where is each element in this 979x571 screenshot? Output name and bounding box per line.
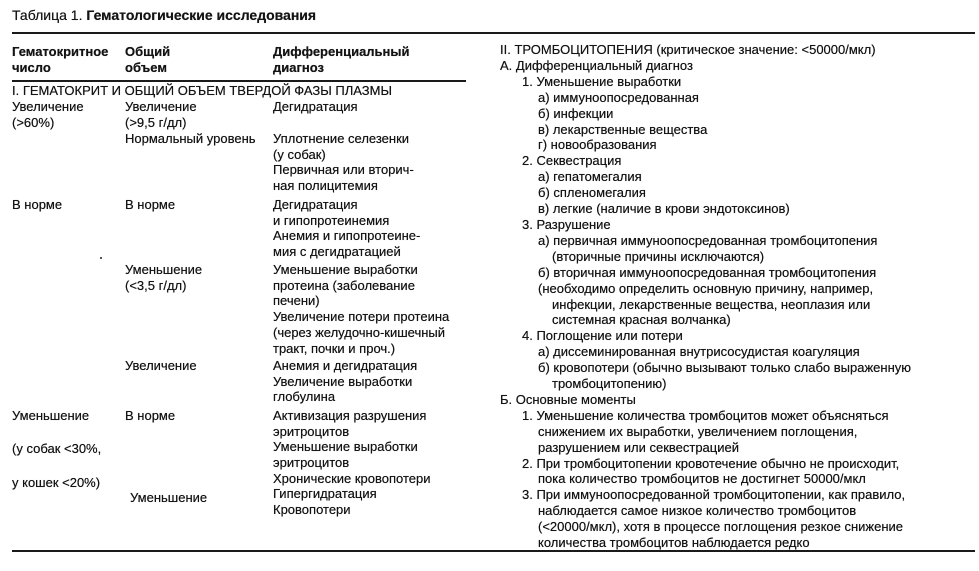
list-item-cont: (<20000/мкл), хотя в процессе поглощения резкое снижение <box>538 519 904 535</box>
section1-heading: I. ГЕМАТОКРИТ И ОБЩИЙ ОБЪЕМ ТВЕРДОЙ ФАЗЫ ПЛАЗМЫ <box>12 83 392 98</box>
hematocrit-cell-note: у кошек <20%) <box>12 475 101 490</box>
list-item: 1. Уменьшение количества тромбоцитов может объясняться <box>522 407 889 423</box>
list-item-cont: системная красная волчанка) <box>552 312 731 328</box>
table-title: Гематологические исследования <box>86 7 317 23</box>
list-item-cont: тромбоцитопению) <box>552 376 667 392</box>
list-item-cont: инфекции, лекарственные вещества, неоплазия или <box>552 296 871 312</box>
volume-cell: Увеличение <box>125 358 197 373</box>
diagnosis-cell: Анемия и дегидратация Увеличение выработки глобулина <box>273 358 418 405</box>
section2-heading: II. ТРОМБОЦИТОПЕНИЯ (критическое значение: <50000/мкл) <box>500 42 876 57</box>
diagnosis-cell: Активизация разрушения эритроцитов Уменьшение выработки эритроцитов Хронические кровопотери <box>273 408 431 486</box>
volume-cell: Уменьшение <box>130 490 208 505</box>
top-rule <box>12 32 975 34</box>
list-item-cont: пока количество тромбоцитов не достигнет 50000/мкл <box>538 471 866 487</box>
table-number: Таблица 1. <box>12 7 83 23</box>
list-item-cont: (вторичные причины исключаются) <box>552 248 765 264</box>
list-item: а) гепатомегалия <box>538 169 642 185</box>
list-item: б) инфекции <box>538 105 614 121</box>
list-item: б) кровопотери (обычно вызывают только слабо выраженную <box>538 360 912 376</box>
diagnosis-cell: Дегидратация и гипопротеинемия Анемия и гипопротеине- мия с дегидратацией <box>273 197 421 260</box>
hematocrit-cell: В норме <box>12 197 63 212</box>
list-item: 3. Разрушение <box>522 216 611 232</box>
list-item: 4. Поглощение или потери <box>522 328 683 344</box>
volume-cell: В норме <box>125 197 176 212</box>
list-item: а) диссеминированная внутрисосудистая коагуляция <box>538 344 860 360</box>
bottom-rule <box>12 550 975 552</box>
header-volume: Общий объем <box>125 44 171 75</box>
hematocrit-cell: Увеличение (>60%) <box>12 99 84 130</box>
list-item: б) спленомегалия <box>538 185 646 201</box>
hematocrit-cell-note: (у собак <30%, <box>12 441 102 456</box>
list-item: а) иммуноопосредованная <box>538 89 699 105</box>
list-item: г) новообразования <box>538 137 657 153</box>
diagnosis-cell: Уплотнение селезенки (у собак) Первичная или вторич- ная полицитемия <box>273 131 414 194</box>
list-item: 2. Секвестрация <box>522 153 622 169</box>
list-item: в) легкие (наличие в крови эндотоксинов) <box>538 201 790 217</box>
list-item-cont: (необходимо определить основную причину, например, <box>538 280 874 296</box>
header-hematocrit: Гематокритное число <box>12 44 109 75</box>
diagnosis-cell: Уменьшение выработки протеина (заболевание печени) Увеличение потери протеина (через желудочно-кишечный тракт, почки и проч.) <box>273 262 450 356</box>
hematocrit-cell: Уменьшение <box>12 408 90 423</box>
volume-cell: Нормальный уровень <box>125 131 256 146</box>
table-caption <box>12 8 316 24</box>
list-item: в) лекарственные вещества <box>538 121 708 137</box>
header-rule <box>12 80 466 82</box>
scan-speck <box>100 257 102 259</box>
volume-cell: Увеличение (>9,5 г/дл) <box>125 99 197 130</box>
subsection-heading: А. Дифференциальный диагноз <box>500 57 693 73</box>
list-item: 3. При иммуноопосредованной тромбоцитопении, как правило, <box>522 487 906 503</box>
diagnosis-cell: Гипергидратация Кровопотери <box>273 486 377 517</box>
list-item: б) вторичная иммуноопосредованная тромбоцитопения <box>538 264 877 280</box>
list-item-cont: снижением их выработки, увеличением поглощения, <box>538 423 858 439</box>
section2-thrombocytopenia <box>500 42 975 551</box>
volume-cell: Уменьшение (<3,5 г/дл) <box>125 262 203 293</box>
header-diagnosis: Дифференциальный диагноз <box>273 44 410 75</box>
list-item-cont: наблюдается самое низкое количество тромбоцитов <box>538 503 857 519</box>
volume-cell: В норме <box>125 408 176 423</box>
subsection-heading: Б. Основные моменты <box>500 391 636 407</box>
list-item-cont: количества тромбоцитов наблюдается редко <box>538 535 810 551</box>
list-item: а) первичная иммуноопосредованная тромбоцитопения <box>538 232 878 248</box>
list-item: 1. Уменьшение выработки <box>522 73 682 89</box>
diagnosis-cell: Дегидратация <box>273 99 358 114</box>
list-item-cont: разрушением или секвестрацией <box>538 439 739 455</box>
list-item: 2. При тромбоцитопении кровотечение обычно не происходит, <box>522 455 900 471</box>
